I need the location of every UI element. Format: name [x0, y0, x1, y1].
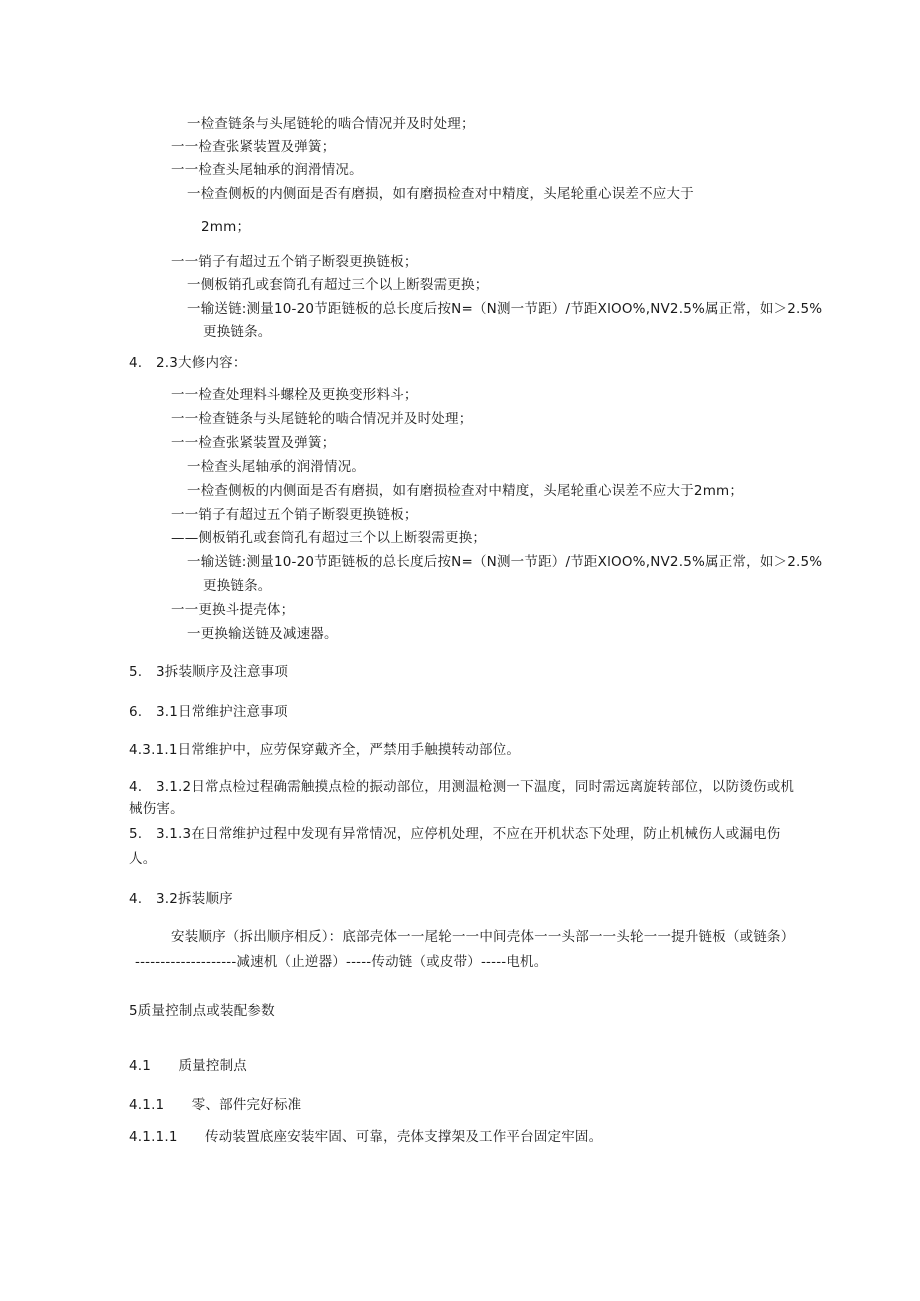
section-heading: 4.1.1 零、部件完好标准 — [129, 1097, 302, 1113]
text-line: 一一更换斗提壳体； — [171, 602, 295, 618]
paragraph: 5. 3.1.3在日常维护过程中发现有异常情况，应停机处理，不应在开机状态下处理，防止机械伤人或漏电伤 — [129, 826, 781, 842]
text-line: 一检查链条与头尾链轮的啮合情况并及时处理； — [187, 116, 475, 132]
text-line: 一一检查链条与头尾链轮的啮合情况并及时处理； — [171, 411, 473, 427]
text-line: 2mm； — [201, 219, 251, 235]
text-line: 更换链条。 — [203, 578, 272, 594]
paragraph: 4. 3.1.2日常点检过程确需触摸点检的振动部位，用测温枪测一下温度，同时需远离旋转部位，以防烫伤或机 — [129, 779, 795, 795]
text-line: 一输送链:测量10-20节距链板的总长度后按N=（N测一节距）/节距XlOO%,NV2.5%属正常，如＞2.5% — [187, 554, 823, 570]
paragraph: 4.3.1.1日常维护中，应劳保穿戴齐全，严禁用手触摸转动部位。 — [129, 742, 521, 758]
text-line: 一检查头尾轴承的润滑情况。 — [187, 459, 366, 475]
text-line: 一一检查头尾轴承的润滑情况。 — [171, 162, 363, 178]
paragraph: --------------------减速机（止逆器）-----传动链（或皮带）-----电机。 — [135, 954, 548, 970]
section-heading: 5. 3拆装顺序及注意事项 — [129, 664, 289, 680]
text-line: 一一检查张紧装置及弹簧； — [171, 435, 336, 451]
section-heading: 4. 2.3大修内容： — [129, 355, 247, 371]
section-heading: 6. 3.1日常维护注意事项 — [129, 704, 288, 720]
text-line: 一检查侧板的内侧面是否有磨损，如有磨损检查对中精度，头尾轮重心误差不应大于2mm； — [187, 483, 744, 499]
text-line: 一一销子有超过五个销子断裂更换链板； — [171, 254, 418, 270]
paragraph: 人。 — [129, 851, 157, 867]
section-heading: 4.1 质量控制点 — [129, 1058, 247, 1074]
paragraph: 4.1.1.1 传动装置底座安装牢固、可靠，壳体支撑架及工作平台固定牢固。 — [129, 1129, 603, 1145]
text-line: 一一检查张紧装置及弹簧； — [171, 139, 336, 155]
text-line: 更换链条。 — [203, 324, 272, 340]
paragraph: 安装顺序（拆出顺序相反）：底部壳体一一尾轮一一中间壳体一一头部一一头轮一一提升链板（或链条） — [171, 929, 795, 945]
section-heading: 4. 3.2拆装顺序 — [129, 891, 233, 907]
text-line: 一一检查处理料斗螺栓及更换变形料斗； — [171, 387, 418, 403]
text-line: ——侧板销孔或套筒孔有超过三个以上断裂需更换； — [171, 530, 487, 546]
text-line: 一输送链:测量10-20节距链板的总长度后按N=（N测一节距）/节距XlOO%,NV2.5%属正常，如＞2.5% — [187, 301, 823, 317]
text-line: 一一销子有超过五个销子断裂更换链板； — [171, 507, 418, 523]
text-line: 一侧板销孔或套筒孔有超过三个以上断裂需更换； — [187, 277, 489, 293]
section-heading: 5质量控制点或装配参数 — [129, 1003, 275, 1019]
paragraph: 械伤害。 — [129, 801, 184, 817]
text-line: 一更换输送链及减速器。 — [187, 626, 338, 642]
text-line: 一检查侧板的内侧面是否有磨损，如有磨损检查对中精度，头尾轮重心误差不应大于 — [187, 186, 694, 202]
